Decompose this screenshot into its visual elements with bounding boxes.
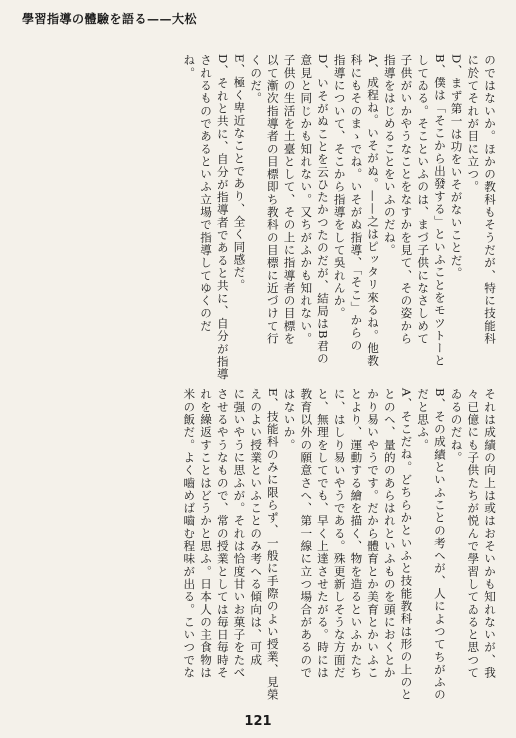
running-head: 學習指導の體驗を語る——大松: [22, 12, 198, 26]
dialogue-block-top: のではないか。ほかの教科もそうだが、特に技能科 に於てそれが目に立つ。 D、まず第一は功をいそがないことだ。 B、僕は「そこから出發する」といふことをモツトーと してゐる。そこといふのは、まづ子供になさしめて 子供がいかやうなことをなすかを見て、その姿から 指導をはじめることをいふのだね。 A、成程ね。いそがぬ。——之はピッタリ來るね。他教 科にもそのまゝでね。いそがぬ指導、「そこ」からの 指導について、そこから指導をして吳れんか。 D、いそがぬことを云ひたかつたのだが、結局はB君の 意見と同じかも知れない。又ちがふかも知れない。 子供の生活を土臺として、その上に指導者の目標を 以て漸次指導者の目標即ち教科の目標に近づけて行 くのだ。 E、極く卑近なことであり、全く同感だ。 D、それと共に、自分が指導者であると共に、自分が指導 されるものであるといふ立場で指導してゆくのだ ね。: [182, 54, 497, 381]
dialogue-block-bottom: それは成績の向上は或はおそいかも知れないが、我 々已億にも子供たちが悦んで學習してゐると思つて ゐるのだね。 B、その成績といふことの考へが、人によつてちがふの だと思ふ。 A、そこだね。どちらかといふと技能教科は形の上のと とのへ、量的のあらはれといふものを頭におくとか かり易いやうです。だから體育とか美育とかいふこ とより、運動する繪を描く、物を造るといふかたち に、はしり易いやうである。殊更新しそうな方面だ と、無理をしてでも、早く上達させたがる。時には 教育以外の願意さへ、第一線に立つ場合があるので はないか。 E、技能科のみに限らず、一般に手際のよい授業、見榮 えのよい授業といふことのみ考へる傾向は、可成 に强いやうに思ふが。それは恰度甘いお菓子をたべ させるやうなもので、常の授業としては毎日毎時そ れを繰返すことはどうかと思ふ。日本人の主食物は 米の飯だ。よく嚙めば嚙む程味が出る。こいつでな: [182, 388, 497, 702]
section-divider: [30, 378, 494, 379]
page-number: 121: [244, 714, 272, 729]
